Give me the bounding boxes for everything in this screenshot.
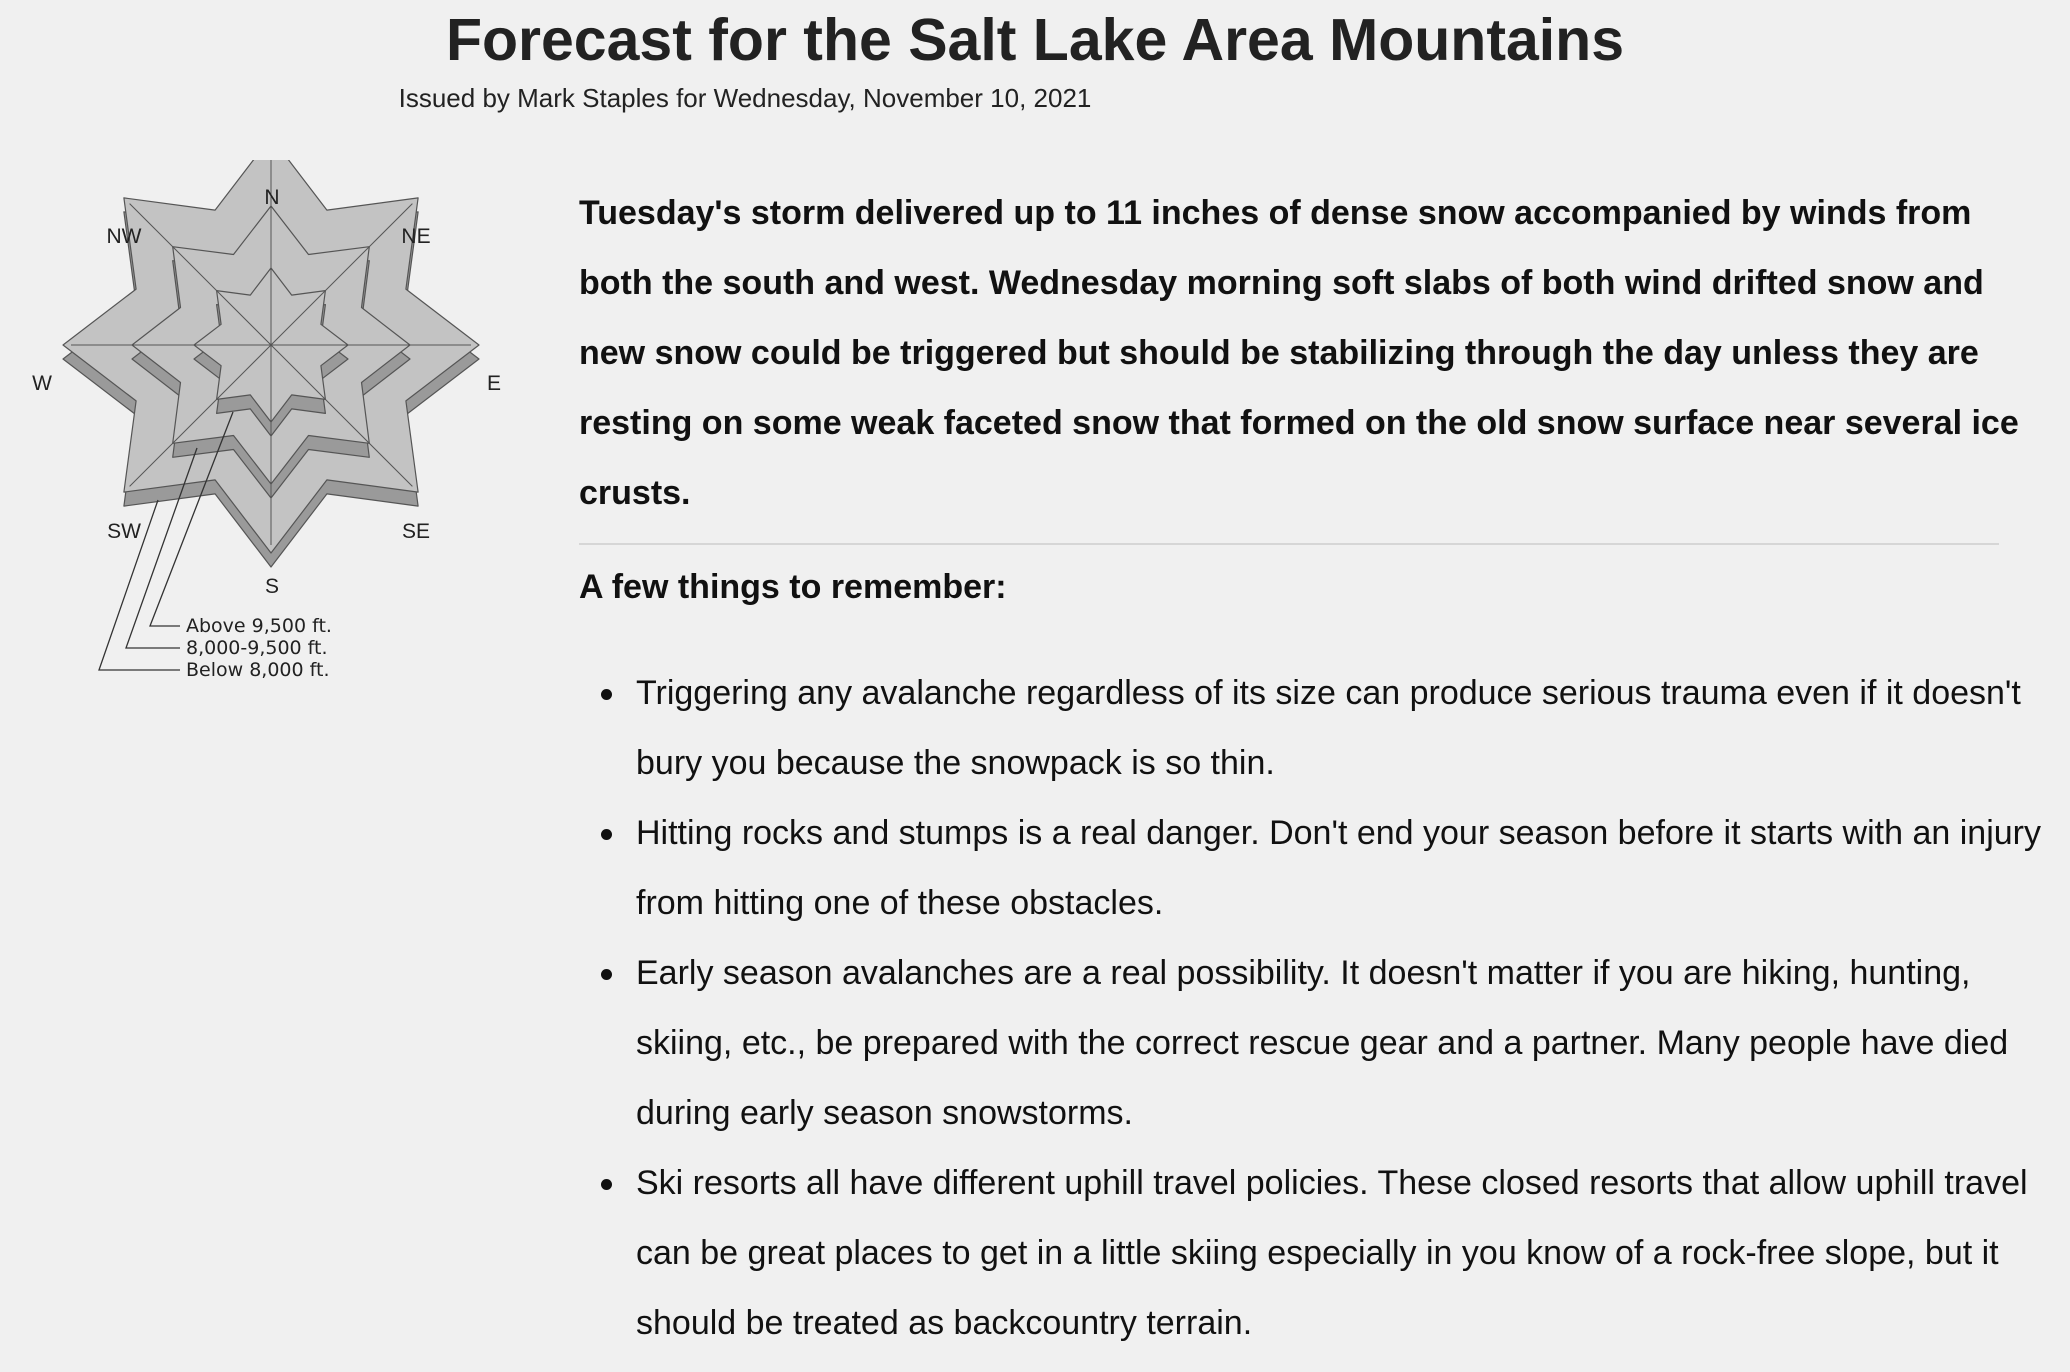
- direction-label-w: W: [32, 372, 52, 395]
- remember-list: [579, 658, 2070, 1358]
- remember-heading: A few things to remember:: [579, 568, 1007, 606]
- legend-above-9500: Above 9,500 ft.: [186, 615, 332, 637]
- list-item: Hitting rocks and stumps is a real danger. Don't end your season before it starts with an injury from hitting one of these obstacles.: [636, 798, 2070, 938]
- forecast-summary: Tuesday's storm delivered up to 11 inches of dense snow accompanied by winds from both the south and west. Wednesday morning soft slabs of both wind drifted snow and new snow could be triggered but should be stabilizing through the day unless they are resting on some weak faceted snow that formed on the old snow surface near several ice crusts.: [579, 194, 2019, 512]
- direction-label-sw: SW: [107, 520, 141, 543]
- direction-label-s: S: [264, 575, 280, 598]
- direction-label-e: E: [486, 372, 502, 395]
- issued-by: Issued by Mark Staples for Wednesday, November 10, 2021: [398, 83, 1092, 113]
- direction-label-n: N: [264, 186, 280, 209]
- direction-label-se: SE: [401, 520, 431, 543]
- list-item: Early season avalanches are a real possibility. It doesn't matter if you are hiking, hunting, skiing, etc., be prepared with the correct rescue gear and a partner. Many people have died during early season snowstorms.: [636, 938, 2070, 1148]
- direction-label-ne: NE: [401, 225, 431, 248]
- legend-below-8000: Below 8,000 ft.: [186, 659, 330, 681]
- list-item: Triggering any avalanche regardless of its size can produce serious trauma even if it doesn't bury you because the snowpack is so thin.: [636, 658, 2070, 798]
- page-title: Forecast for the Salt Lake Area Mountains: [445, 7, 1625, 73]
- avalanche-danger-rose: [0, 160, 560, 700]
- legend-8000-9500: 8,000-9,500 ft.: [186, 637, 328, 659]
- section-divider: [579, 543, 1999, 545]
- direction-label-nw: NW: [106, 225, 142, 248]
- list-item: Ski resorts all have different uphill travel policies. These closed resorts that allow uphill travel can be great places to get in a little skiing especially in you know of a rock-free slope, but it should be treated as backcountry terrain.: [636, 1148, 2070, 1358]
